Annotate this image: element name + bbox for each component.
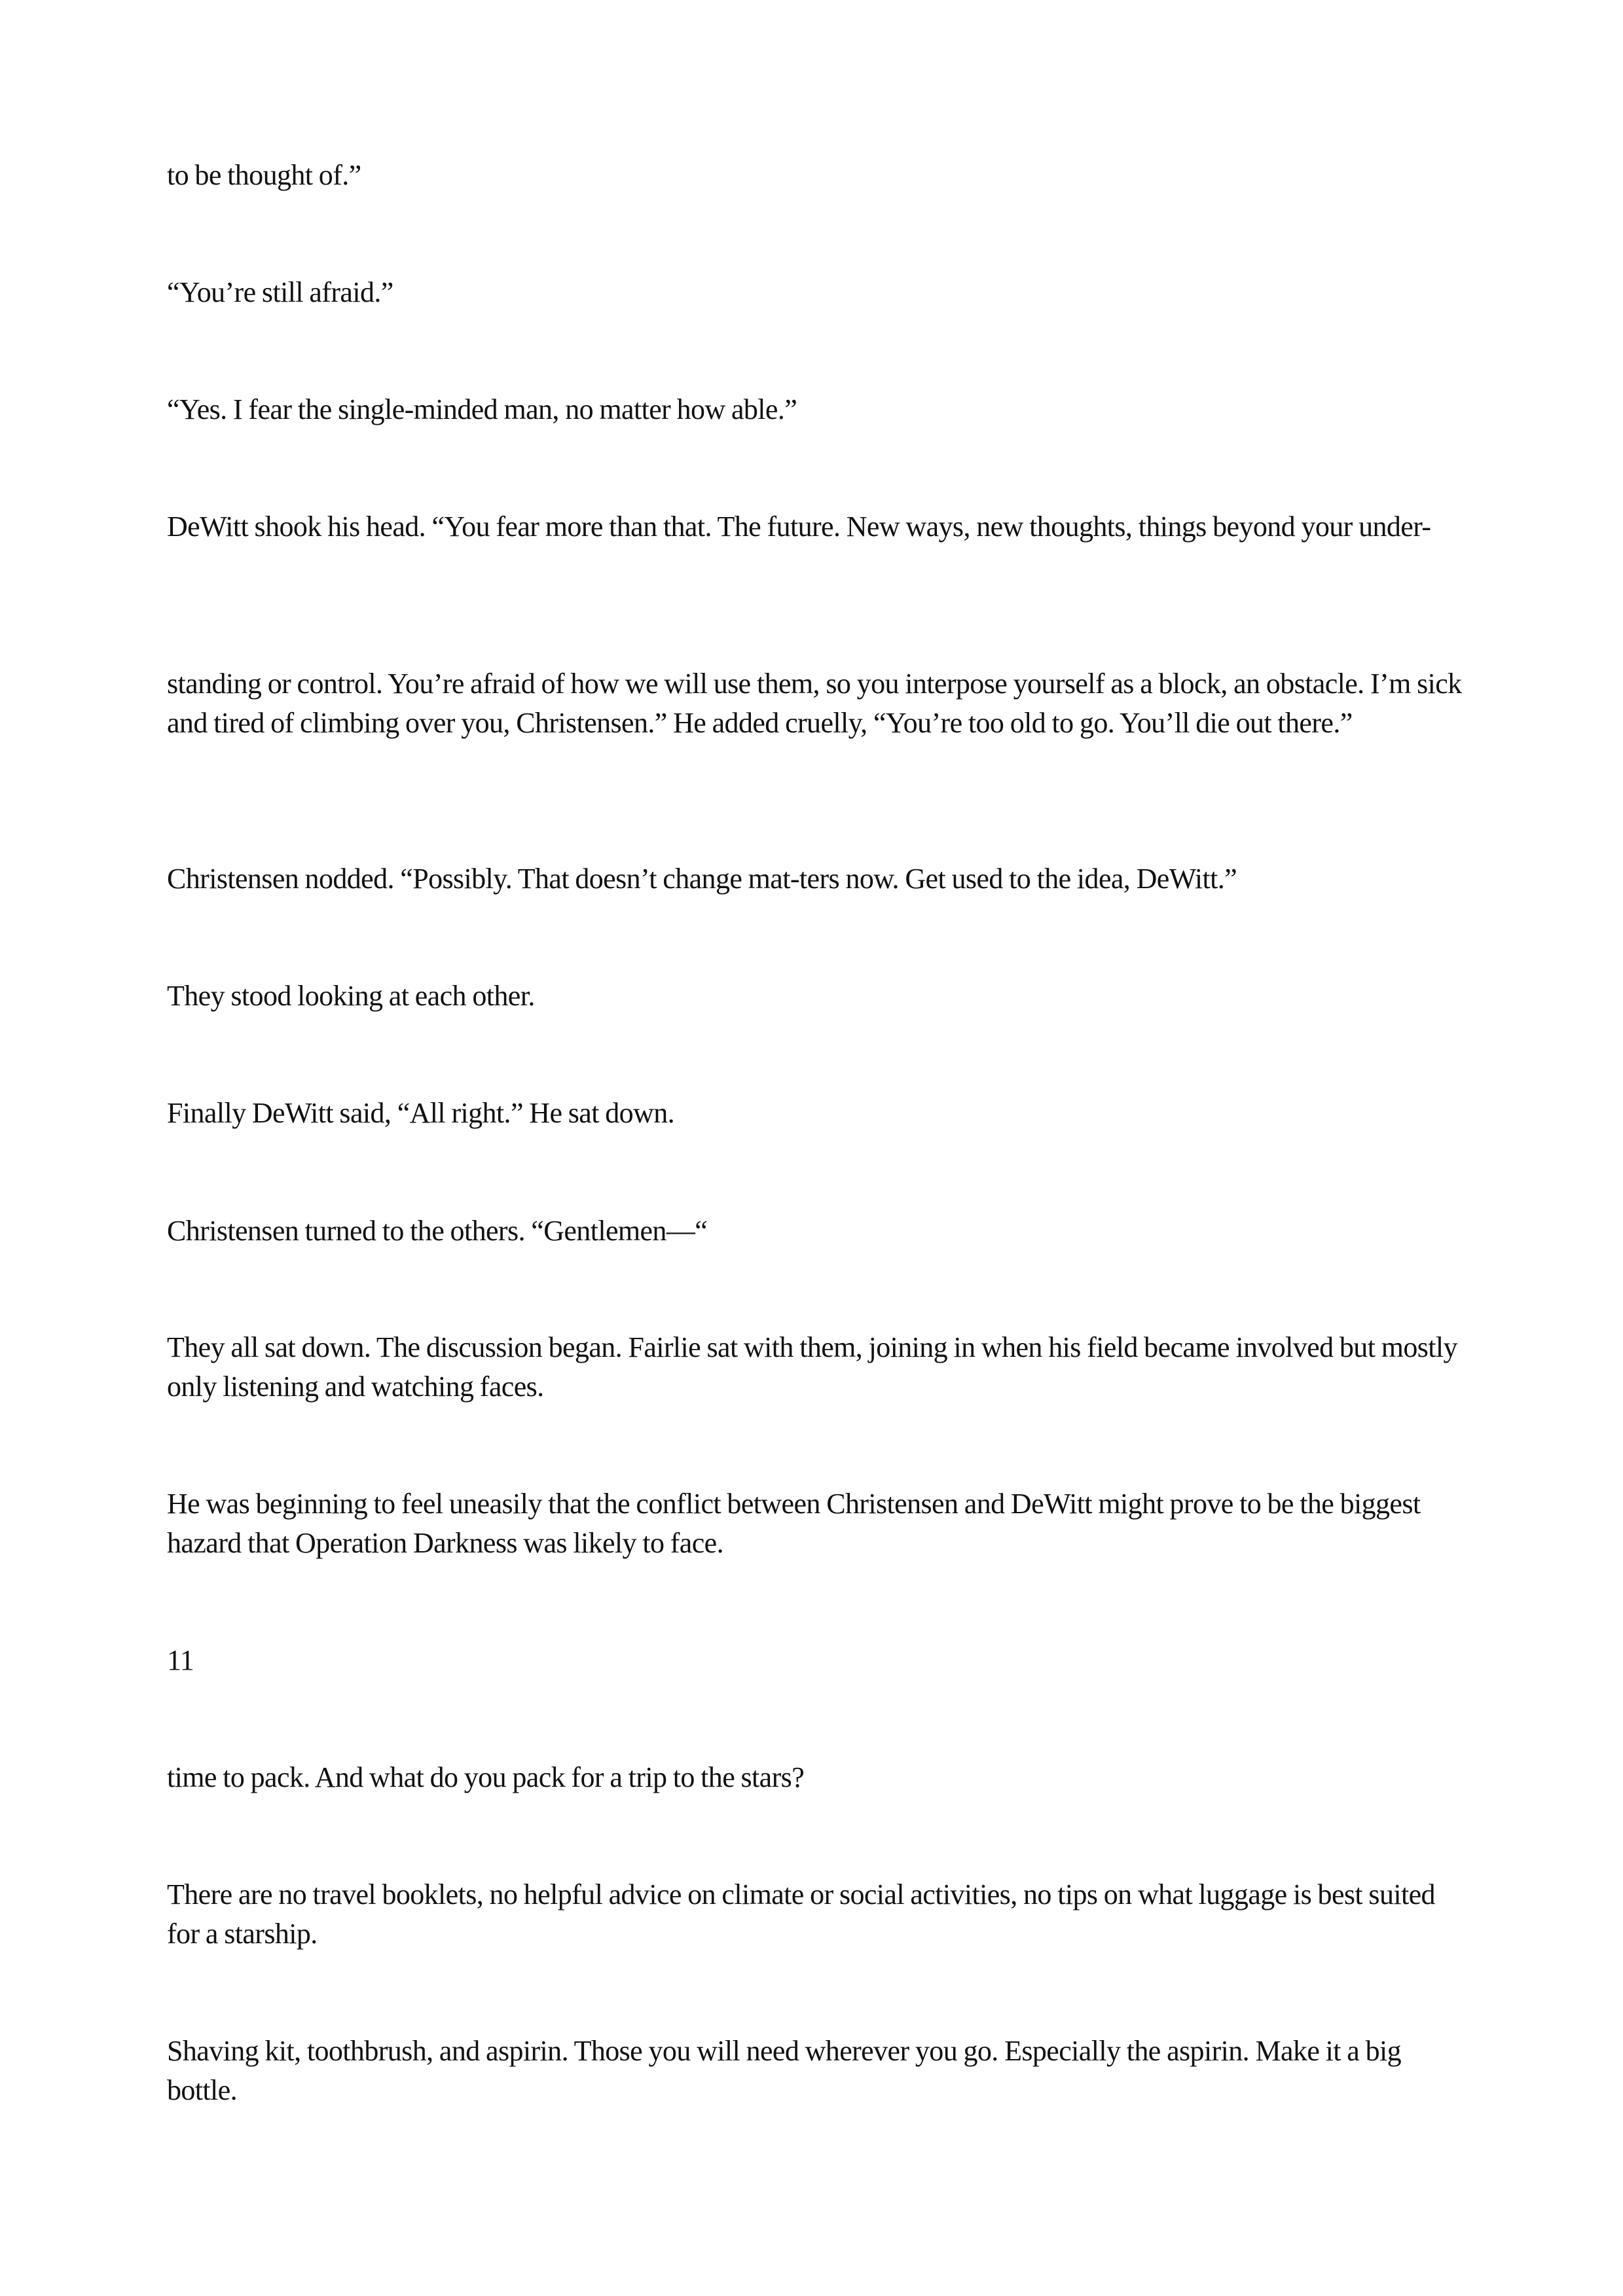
paragraph-4: DeWitt shook his head. “You fear more than that. The future. New ways, new thoughts, things beyond your under- [167, 511, 1431, 543]
paragraph-13: There are no travel booklets, no helpful advice on climate or social activities, no tips on what luggage is best suited for a starship. [167, 1878, 1435, 1950]
paragraph-8: Finally DeWitt said, “All right.” He sat down. [167, 1097, 675, 1129]
paragraph-6: Christensen nodded. “Possibly. That doesn’t change mat-ters now. Get used to the idea, DeWitt.” [167, 863, 1237, 895]
paragraph-9: Christensen turned to the others. “Gentlemen—“ [167, 1215, 708, 1247]
paragraph-5: standing or control. You’re afraid of how we will use them, so you interpose yourself as a block, an obstacle. I’m sick and tired of climbing over you, Christensen.” He added cruelly, “You’re too old to go. You’ll die out there.” [167, 668, 1462, 739]
paragraph-7: They stood looking at each other. [167, 980, 535, 1012]
paragraph-14: Shaving kit, toothbrush, and aspirin. Those you will need wherever you go. Especially the aspirin. Make it a big bottle. [167, 2035, 1402, 2106]
paragraph-2: “You’re still afraid.” [167, 276, 393, 308]
paragraph-12: time to pack. And what do you pack for a trip to the stars? [167, 1761, 805, 1793]
paragraph-1: to be thought of.” [167, 159, 361, 191]
paragraph-10: They all sat down. The discussion began. Fairlie sat with them, joining in when his field became involved but mostly only listening and watching faces. [167, 1331, 1457, 1403]
paragraph-3: “Yes. I fear the single-minded man, no matter how able.” [167, 393, 797, 425]
paragraph-11: He was beginning to feel uneasily that the conflict between Christensen and DeWitt might prove to be the biggest hazard that Operation Darkness was likely to face. [167, 1488, 1421, 1559]
chapter-number: 11 [167, 1644, 194, 1676]
